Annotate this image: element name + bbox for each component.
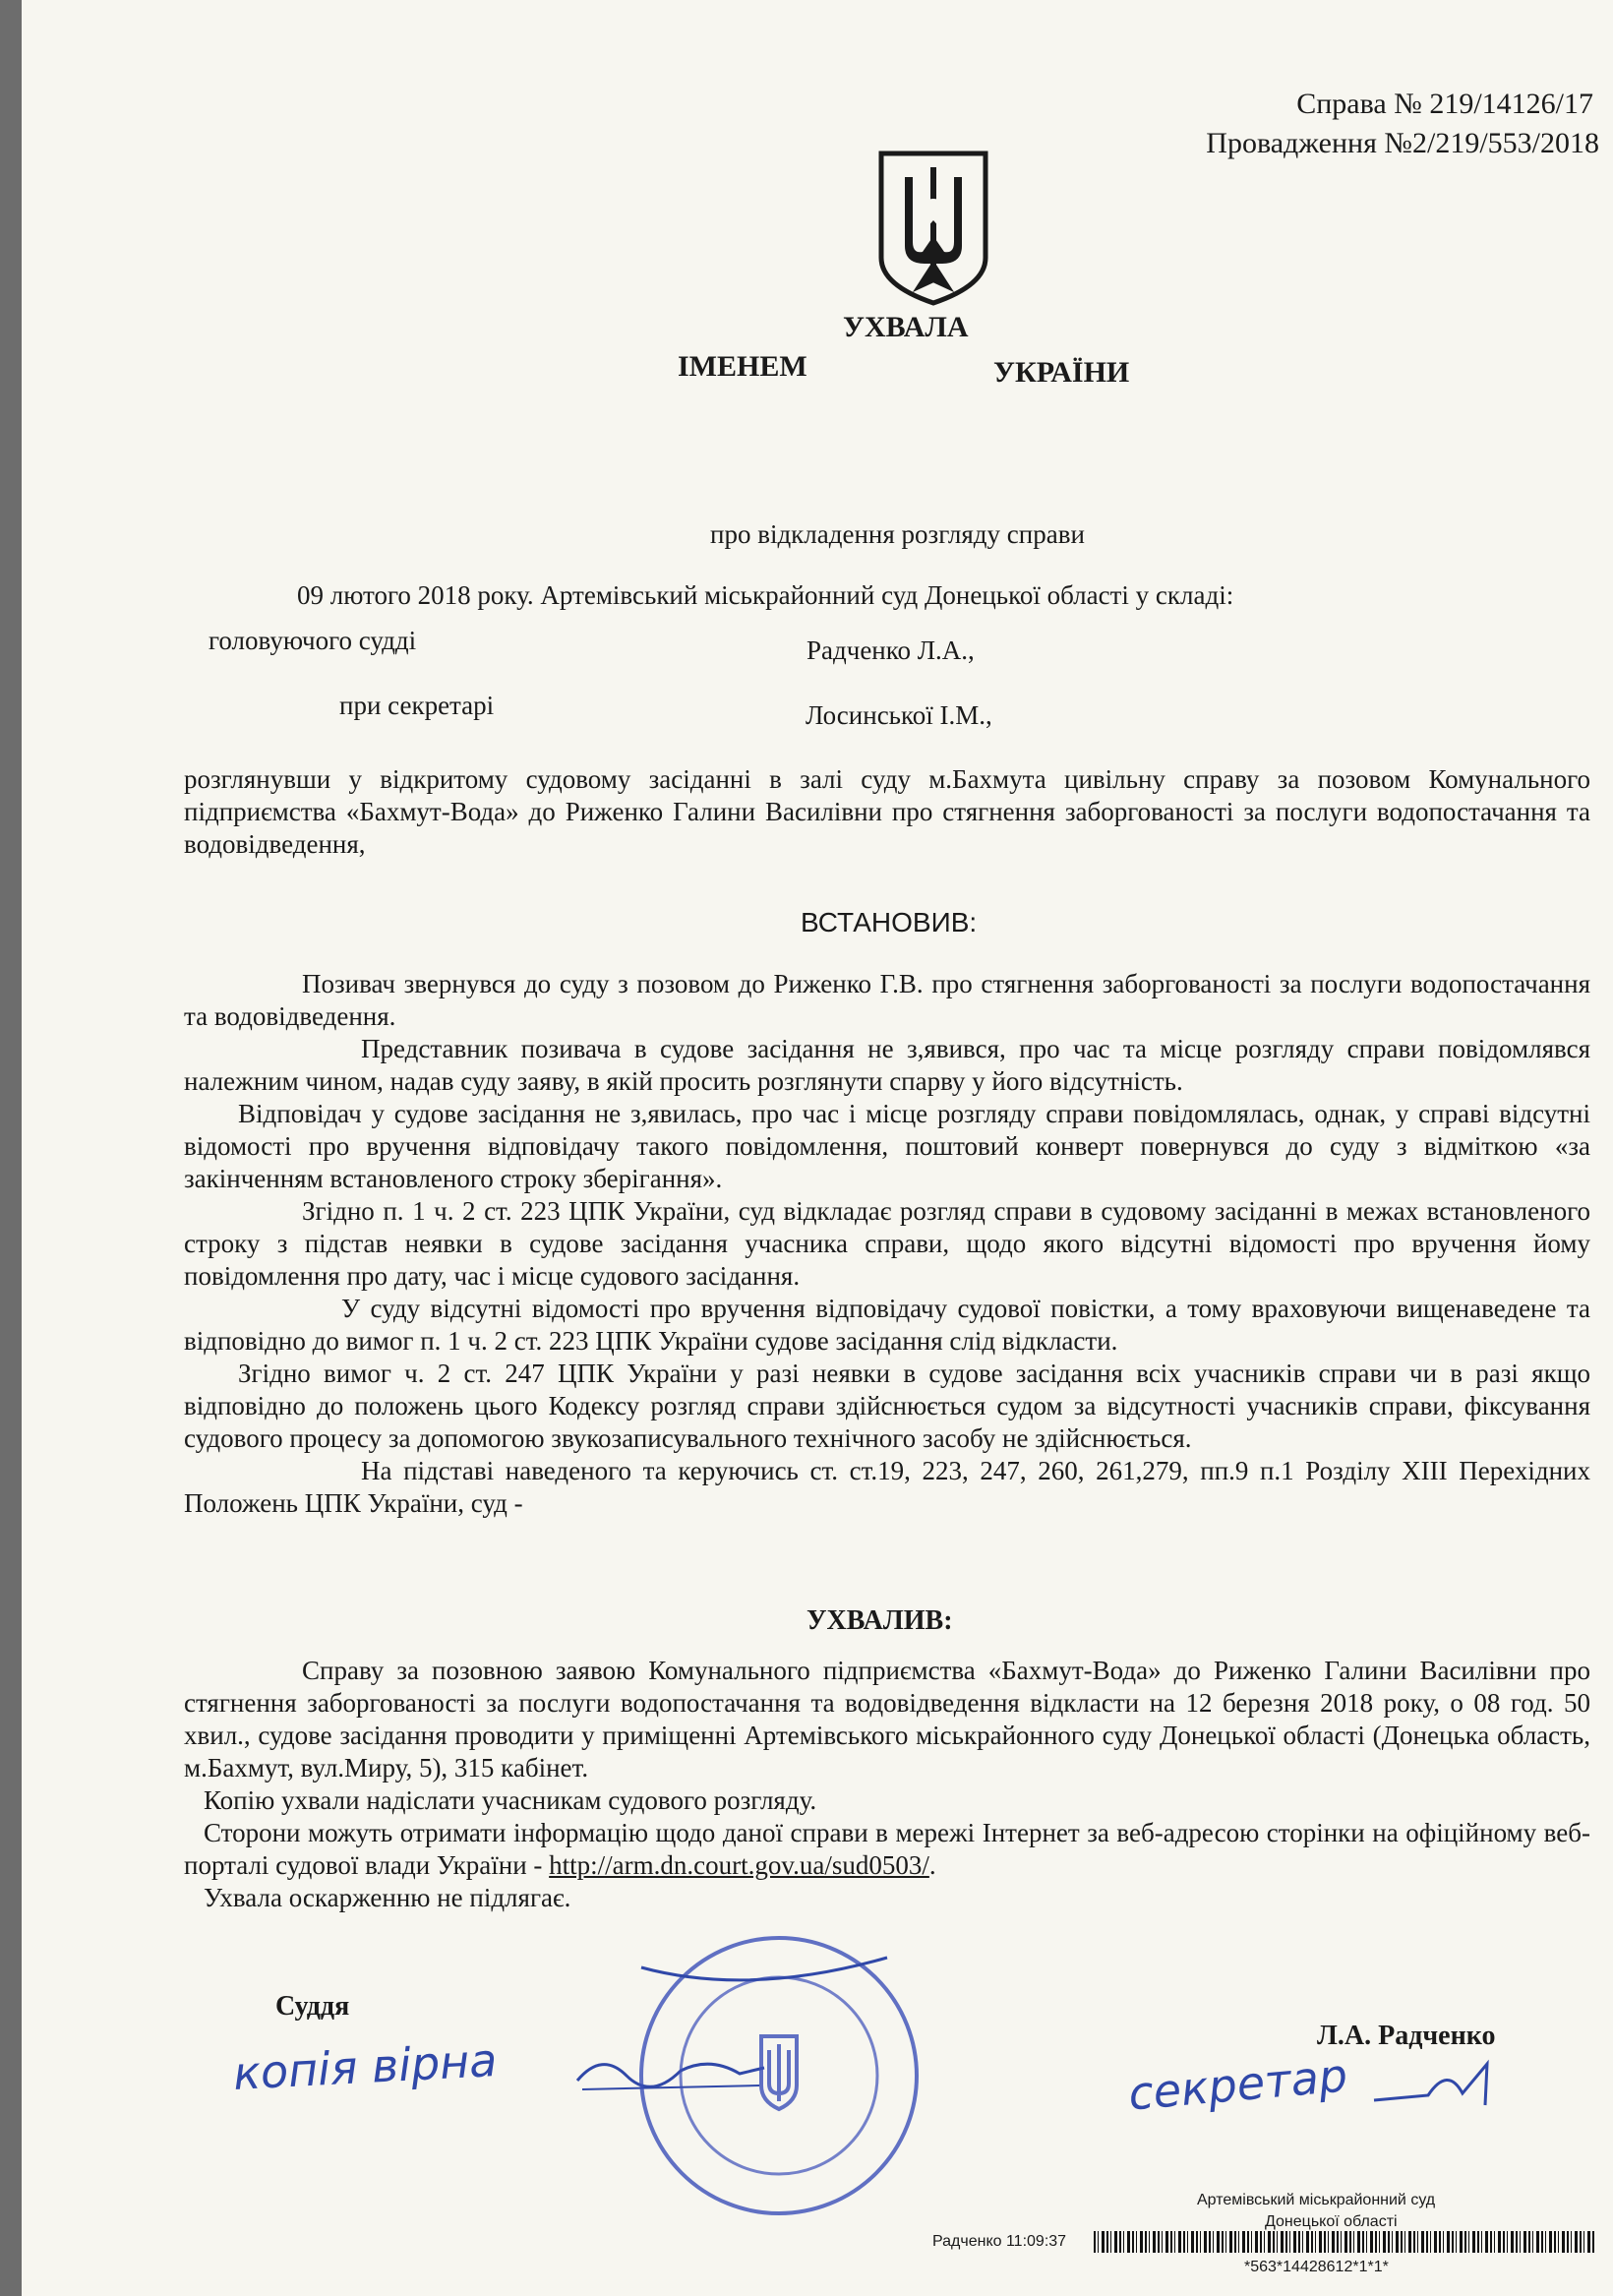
ruled-heading: УХВАЛИВ: [806,1605,953,1636]
case-number: Справа № 219/14126/17 [1296,88,1593,120]
ruled-p3-suffix: . [928,1850,936,1880]
footer-stamp-code: Радченко 11:09:37 [932,2233,1067,2250]
footer-court-line1: Артемівський міськрайонний суд [1197,2192,1436,2208]
judge-name: Радченко Л.А., [806,635,975,665]
ruled-p2: Копію ухвали надіслати учасникам судового розгляду. [204,1785,817,1815]
established-heading: ВСТАНОВИВ: [801,907,978,937]
established-p5: У суду відсутні відомості про вручення відповідачу судової повістки, а тому враховуючи вищенаведене та відповідно до вимог п. 1 ч. 2 ст. 223 ЦПК України судове засідання слід відкласти. [184,1294,1590,1356]
established-p3: Відповідач у судове засідання не з,явилась, про час і місце розгляду справи повідомлялась, однак, у справі відсутні відомості про вручення відповідачу такого повідомлення, поштовий конверт повернувся до суду з відміткою «за закінченням встановленого строку зберігання». [184,1099,1590,1193]
document-page [22,0,1613,2296]
established-p6: Згідно вимог ч. 2 ст. 247 ЦПК України у разі неявки в судове засідання всіх учасників справи чи в разі якщо відповідно до положень цього Кодексу розгляд справи здійснюється судом за відсутності учасників справи, фіксування судового процесу за допомогою звукозаписувального технічного засобу не здійснюється. [184,1359,1590,1453]
subject-line: про відкладення розгляду справи [710,519,1085,549]
established-p1: Позивач звернувся до суду з позовом до Риженко Г.В. про стягнення заборгованості за послуги водопостачання та водовідведення. [184,969,1590,1031]
barcode-icon [1094,2231,1595,2253]
ruled-p3 [184,1817,1590,1882]
court-portal-link[interactable]: http://arm.dn.court.gov.ua/sud0503/ [549,1850,929,1880]
established-p2: Представник позивача в судове засідання не з,явився, про час та місце розгляду справи повідомлявся належним чином, надав суду заяву, в якій просить розглянути спарву у його відсутність. [184,1034,1590,1096]
handwritten-secretary: секретар [1126,2048,1349,2121]
ruled-body [184,1655,1590,1914]
footer-court-line2: Донецької області [1265,2213,1398,2230]
court-seal-stamp [631,1928,926,2223]
ruled-p1: Справу за позовною заявою Комунального підприємства «Бахмут-Вода» до Риженко Галини Василівни про стягнення заборгованості за послуги водопостачання та водовідведення відкласти на 12 березня 2018 року, о 08 год. 50 хвил., судове засідання проводити у приміщенні Артемівського міськрайонного суду Донецької області (Донецька область, м.Бахмут, вул.Миру, 5), 315 кабінет. [184,1656,1590,1782]
secretary-name: Лосинської І.М., [806,700,992,730]
judge-label: головуючого судді [209,626,417,655]
ruled-p3-text: Сторони можуть отримати інформацію щодо даної справи в мережі Інтернет за веб-адресою сторінки на офіційному веб-порталі судової влади України - [184,1818,1590,1880]
handwritten-copy-certified: копія вірна [231,2033,499,2100]
secretary-label: при секретарі [339,691,495,720]
judge-signature-name: Л.А. Радченко [1317,2021,1496,2051]
secretary-signature-icon [1369,2056,1507,2115]
footer-barcode-text: *563*14428612*1*1* [1244,2259,1389,2275]
considered-text: розглянувши у відкритому судовому засіданні в залі суду м.Бахмута цивільну справу за позовом Комунального підприємства «Бахмут-Вода» до Риженко Галини Василівни про стягнення заборгованості за послуги водопостачання та водовідведення, [184,764,1590,859]
coat-of-arms-icon [875,148,991,307]
established-p4: Згідно п. 1 ч. 2 ст. 223 ЦПК України, суд відкладає розгляд справи в судовому засіданні в межах встановленого строку з підстав неявки в судове засідання учасника справи, щодо якого відсутні відомості про вручення йому повідомлення про дату, час і місце судового засідання. [184,1196,1590,1291]
established-body [184,968,1590,1520]
in-name-left: ІМЕНЕМ [678,350,807,383]
in-name-right: УКРАЇНИ [993,356,1130,389]
date-court-line: 09 лютого 2018 року. Артемівський міськрайонний суд Донецької області у складі: [297,580,1234,610]
ruled-p4: Ухвала оскарженню не підлягає. [204,1883,571,1912]
established-p7: На підставі наведеного та керуючись ст. ст.19, 223, 247, 260, 261,279, пп.9 п.1 Розділу ХІІІ Перехідних Положень ЦПК України, суд - [184,1456,1590,1518]
considered-paragraph [184,763,1590,861]
proceeding-number: Провадження №2/219/553/2018 [1206,127,1599,159]
document-type: УХВАЛА [843,311,969,343]
judge-signature-label: Суддя [275,1991,350,2022]
